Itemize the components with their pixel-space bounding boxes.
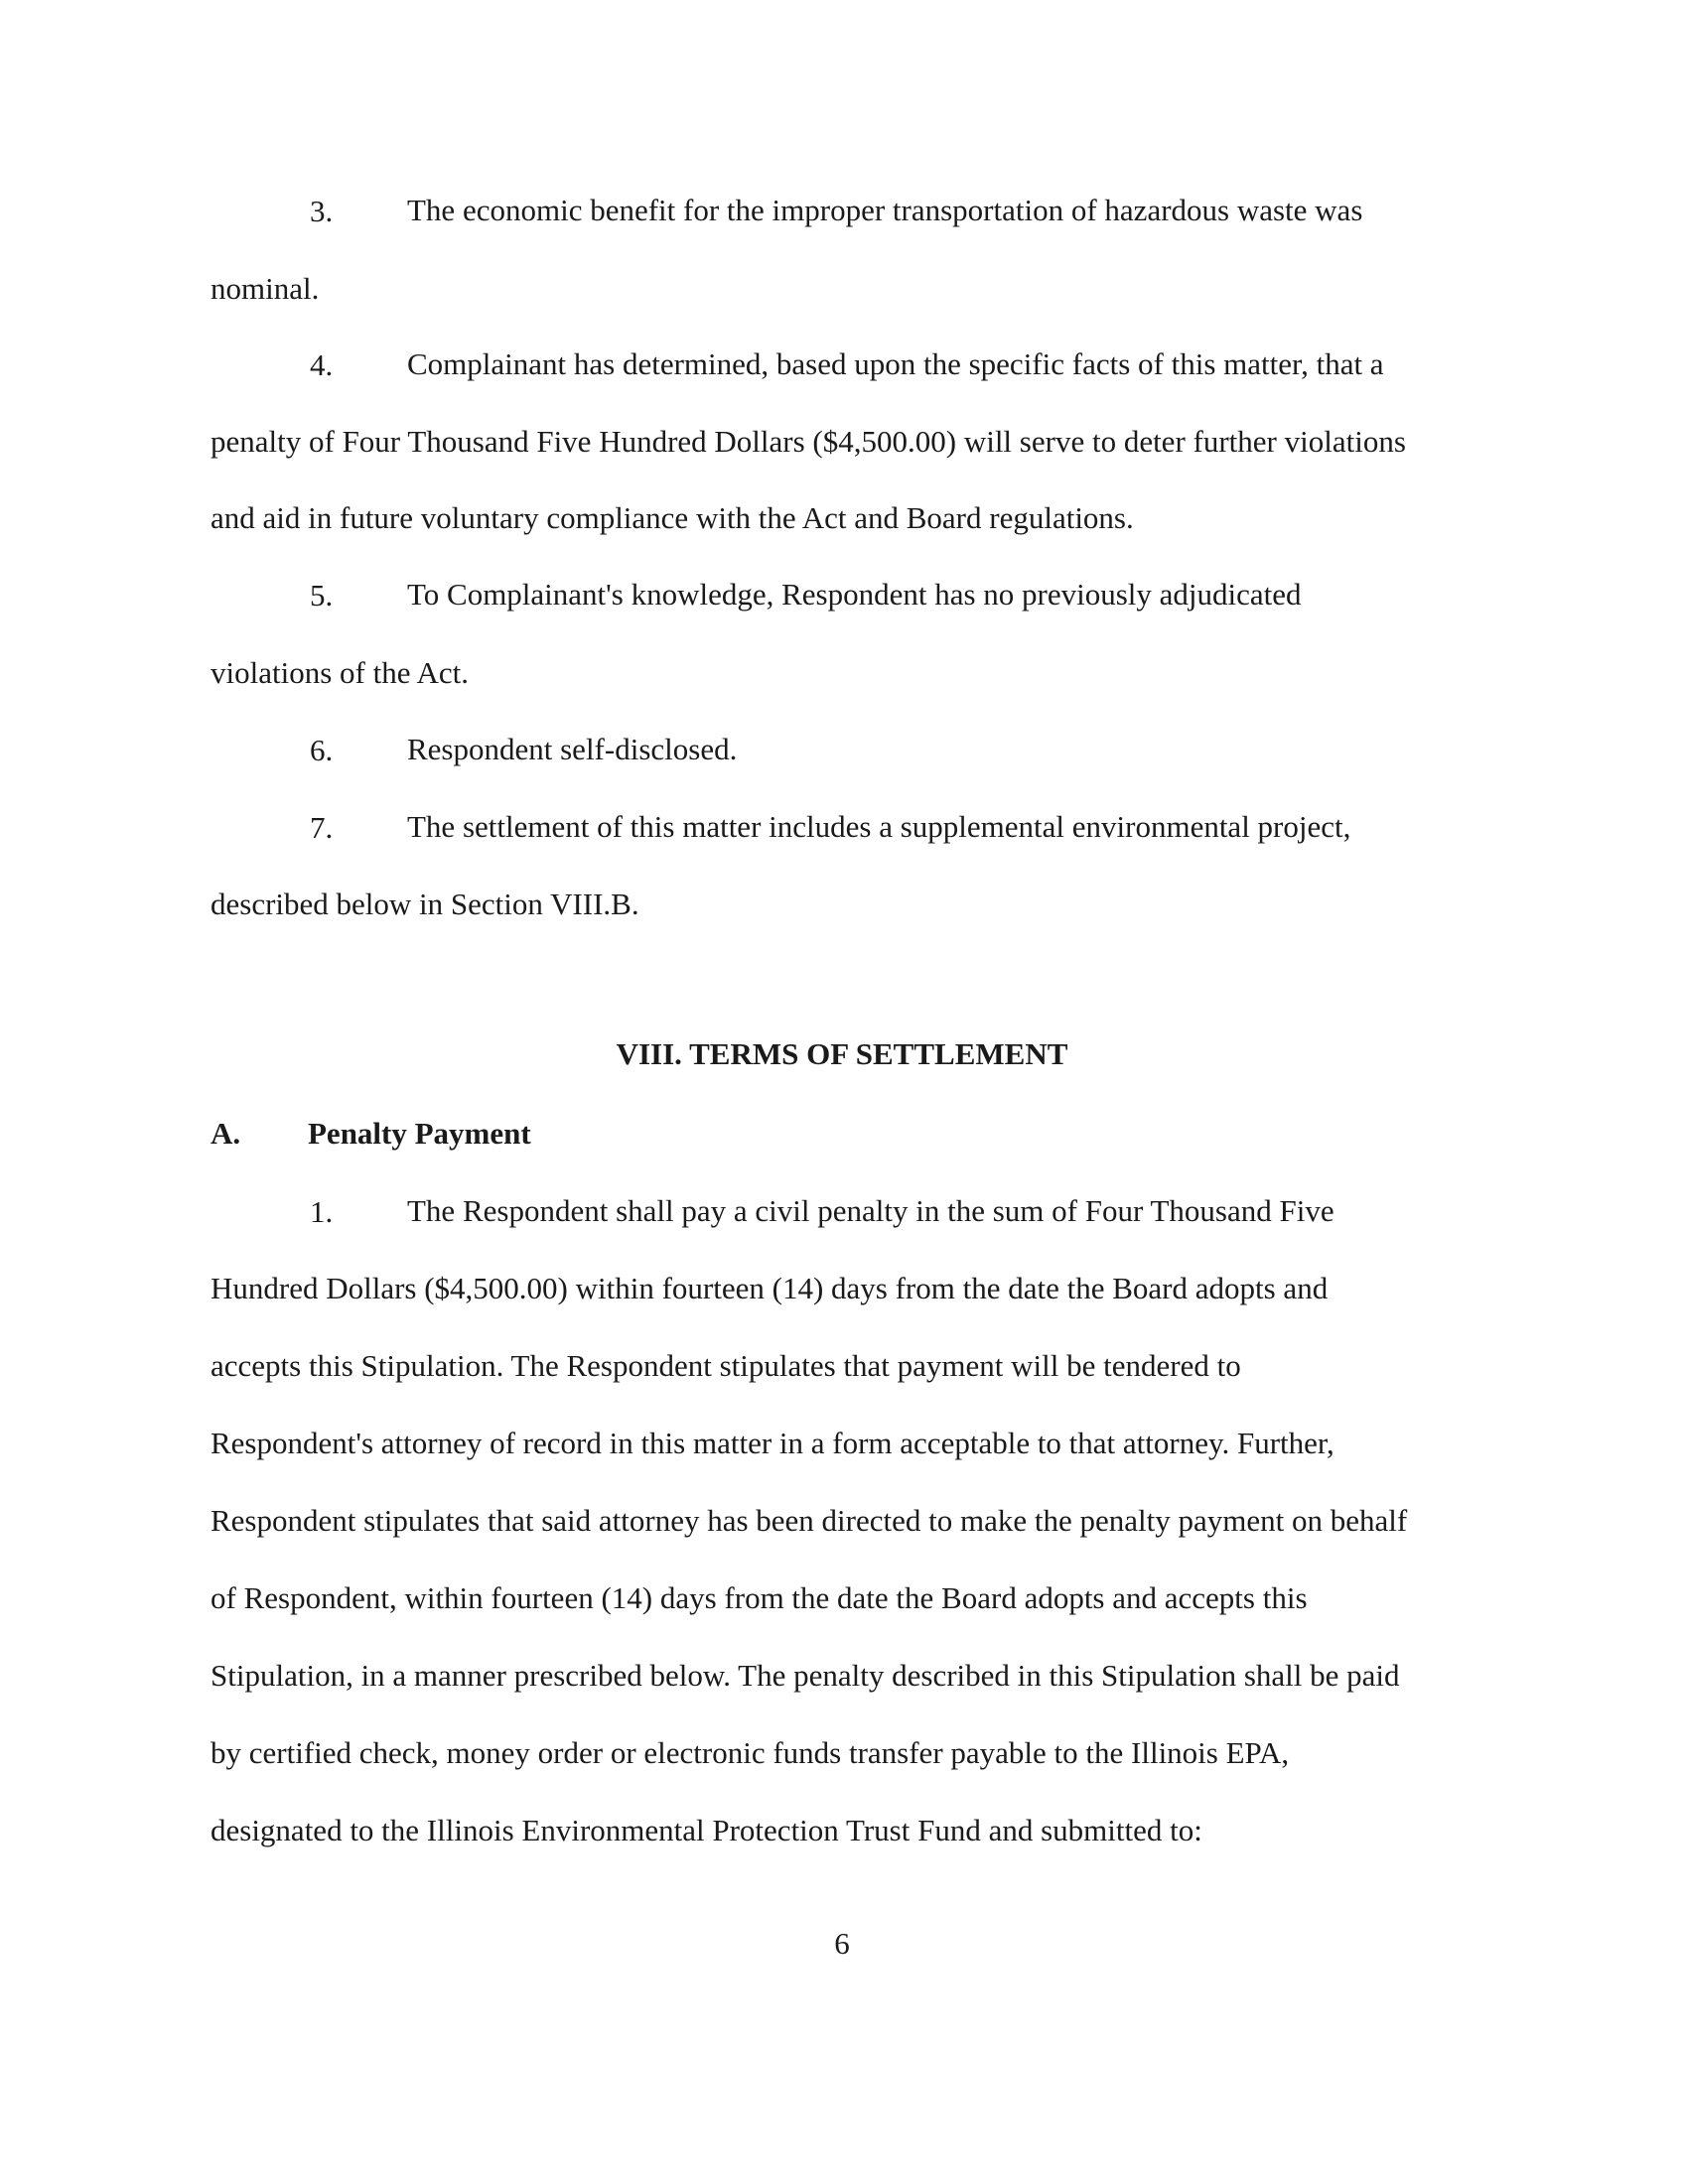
paragraph-line: described below in Section VIII.B. <box>210 887 639 921</box>
paragraph-line: The economic benefit for the improper transportation of hazardous waste was <box>407 193 1363 227</box>
paragraph-line: nominal. <box>210 271 320 306</box>
paragraph-number: 4. <box>310 347 334 382</box>
paragraph-line: and aid in future voluntary compliance with the Act and Board regulations. <box>210 500 1134 535</box>
paragraph-line: of Respondent, within fourteen (14) days from the date the Board adopts and accepts this <box>210 1580 1308 1615</box>
paragraph-line: by certified check, money order or electronic funds transfer payable to the Illinois EPA, <box>210 1735 1290 1770</box>
paragraph-number: 7. <box>310 810 334 845</box>
paragraph-line: To Complainant's knowledge, Respondent has no previously adjudicated <box>407 577 1302 612</box>
paragraph-number: 1. <box>310 1194 334 1229</box>
paragraph-line: Stipulation, in a manner prescribed below. The penalty described in this Stipulation shall be paid <box>210 1658 1400 1693</box>
paragraph-line: Respondent self-disclosed. <box>407 732 738 766</box>
paragraph-number: 3. <box>310 194 334 228</box>
subsection-letter: A. <box>210 1116 241 1151</box>
section-heading: VIII. TERMS OF SETTLEMENT <box>616 1036 1068 1071</box>
paragraph-line: Hundred Dollars ($4,500.00) within fourteen (14) days from the date the Board adopts and <box>210 1271 1329 1305</box>
paragraph-number: 6. <box>310 733 334 767</box>
paragraph-line: violations of the Act. <box>210 655 470 690</box>
paragraph-line: designated to the Illinois Environmental Protection Trust Fund and submitted to: <box>210 1813 1202 1847</box>
paragraph-line: Respondent's attorney of record in this matter in a form acceptable to that attorney. Further, <box>210 1426 1334 1460</box>
subsection-title: Penalty Payment <box>308 1116 531 1151</box>
paragraph-line: Respondent stipulates that said attorney has been directed to make the penalty payment on behalf <box>210 1503 1408 1538</box>
paragraph-line: penalty of Four Thousand Five Hundred Dollars ($4,500.00) will serve to deter further violations <box>210 424 1406 459</box>
paragraph-line: The settlement of this matter includes a supplemental environmental project, <box>407 809 1351 844</box>
paragraph-line: accepts this Stipulation. The Respondent stipulates that payment will be tendered to <box>210 1348 1241 1383</box>
page-number: 6 <box>834 1926 850 1961</box>
paragraph-number: 5. <box>310 578 334 613</box>
paragraph-line: The Respondent shall pay a civil penalty in the sum of Four Thousand Five <box>407 1193 1334 1228</box>
paragraph-line: Complainant has determined, based upon the specific facts of this matter, that a <box>407 346 1384 381</box>
